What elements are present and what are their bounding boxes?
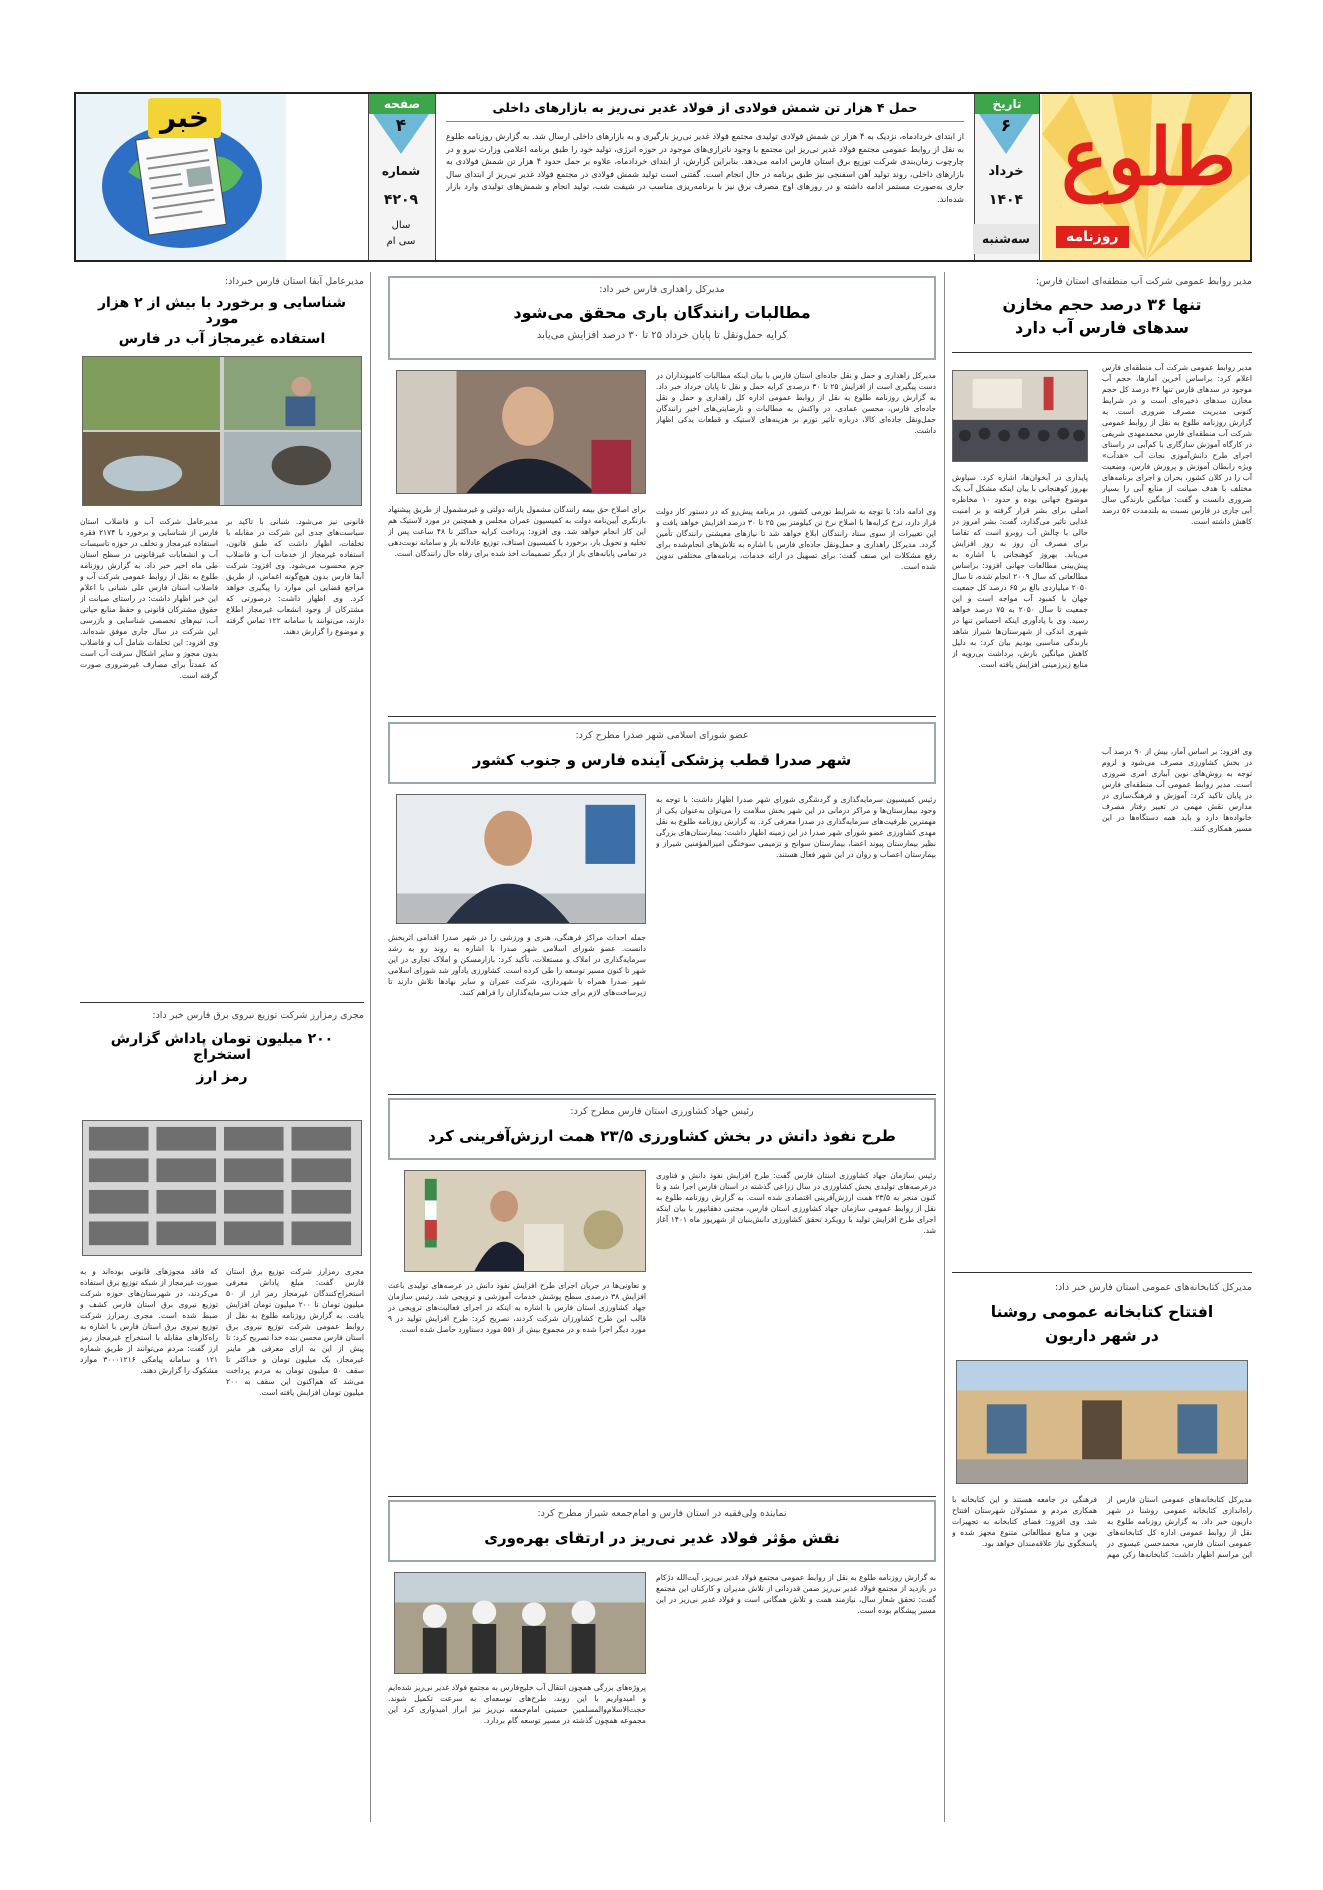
water-pipe-photos [82, 356, 362, 506]
article-title: تنها ۳۶ درصد حجم مخازن [1002, 295, 1202, 314]
article-body: مدیر روابط عمومی شرکت آب منطقه‌ای فارس اعلام کرد: براساس آخرین آمارها، حجم آب موجود در سدهای فارس تنها ۳۶ درصد کل حجم مخازن سدهای ذخیره‌ای است و در شرایط کنونی مدیریت مصرف ضروری است. به گزارش روزنامه طلوع به نقل از روابط عمومی شرکت آب منطقه‌ای فارس محمدمهدی شریفی در کارگاه آموزش سازگاری با کم‌آبی در راستای اجرای طرح دانش‌آموزی نجات آب «هدآب» ویژه رابطان آموزش و پرورش فارس، وضعیت آب را در کلان کشور، بحران و اجرای برنامه‌های مختلف با هدف صیانت از منابع آبی را بسیار ضروری دانست و گفت: میانگین بارندگی سال آبی جاری در فارس نسبت به بلندمدت ۵۶ درصد کاهش داشته است. [1102, 363, 1252, 526]
article-body: جمله احداث مراکز فرهنگی، هنری و ورزشی را در شهر صدرا اقدامی اثربخش دانست. عضو شورای اسلامی شهر صدرا با اشاره به روند رو به رشد سرمایه‌گذاری در املاک و مستغلات، تأکید کرد: بازارمسکن و املاک تجاری در این شهر تا کنون مسیر توسعه را طی کرده است. کشاورزی یادآور شد شورای اسلامی شهر صدرا همراه با شهرداری، شرکت عمران و سایر نهادها تلاش دارند تا زیرساخت‌های لازم برای جذب سرمایه‌گذاران را فراهم کنند. [388, 933, 646, 997]
headline-box [388, 276, 936, 360]
right-column [952, 276, 1252, 1816]
article-body: مدیرکل راهداری و حمل و نقل جاده‌ای استان فارس با بیان اینکه مطالبات کامیونداران در دست پیگیری است از افزایش ۲۵ تا ۳۰ درصدی کرایه حمل و نقل تا پایان خرداد خبر داد. به گزارش روزنامه طلوع به نقل از روابط عمومی اداره کل راهداری و حمل و نقل جاده‌ای فارس، محسن عمادی، در واکنش به مطالبات و نارضایتی‌های اخیر رانندگان حمل‌ونقل جاده‌ای کالا، درباره تأثیر تورم بر هزینه‌های لاستیک و قطعات یدکی اظهار داشت. [656, 371, 936, 435]
divider [388, 1496, 936, 1497]
section-badge [76, 94, 286, 260]
volume-number: سی ام [386, 236, 416, 247]
crypto-article [80, 1010, 364, 1085]
issue-number: ۴۲۰۹ [383, 192, 419, 208]
article-body: رئیس سازمان جهاد کشاورزی استان فارس گفت: طرح افزایش نفوذ دانش و فناوری درعرصه‌های تولیدی بخش کشاورزی در سال زراعی گذشته در استان فارس اجرا شد و تا کنون منجر به ۲۳/۵ همت ارزش‌آفرینی اقتصادی شده است. به گزارش روزنامه طلوع به نقل از روابط عمومی سازمان جهاد کشاورزی استان فارس، مجتبی دهقانپور با بیان اینکه اجرای طرح افزایش تولید با رویکرد تحقق کشاورزی دانش‌بنیان از شهریور ماه ۱۴۰۱ آغاز شد. [656, 1171, 936, 1235]
logo-subtitle: روزنامه [1056, 226, 1129, 248]
article-body: برای اصلاح حق بیمه رانندگان مشمول یارانه دولتی و غیرمشمول از طریق پیشنهاد بازنگری آیین‌نامه دولت به کمیسیون عمران مجلس و همچنین در مورد لاستیک هم این کار انجام خواهد شد. وی افزود: پرداخت کرایه حداکثر تا ۴۸ ساعت پس از تخلیه و تحویل بار، برخورد با کمیسیون اصناف، توزیع عادلانه بار و سامانه نوبت‌دهی در تمامی پایانه‌های بار از دیگر تصمیمات اخذ شده برای رفاه حال رانندگان است. [388, 505, 646, 558]
section-title: خبر [148, 98, 221, 138]
page-number: ۴ [395, 116, 407, 136]
article-kicker: مدیر روابط عمومی شرکت آب منطقه‌ای استان فارس: [1035, 276, 1252, 287]
mining-rigs-photo [82, 1120, 362, 1256]
article-body: و تعاونی‌ها در جریان اجرای طرح افزایش نفوذ دانش در عرصه‌های تولیدی باعث افزایش ۳۸ درصدی سطح پوشش خدمات آموزشی و ترویجی شد. رئیس سازمان جهاد کشاورزی استان فارس با اشاره به اینکه در اجرای فعالیت‌های ترویجی در قالب این طرح کشاورزان شرکت کردند، تصریح کرد: طرح افزایش تولید در ۹ مورد دیگر اجرا شده و در مجموع بیش از ۵۵۱ مورد دستاورد حاصل شده است. [388, 1281, 646, 1334]
article-kicker: نماینده ولی‌فقیه در استان فارس و امام‌جمعه شیراز مطرح کرد: [537, 1508, 787, 1519]
divider [952, 1272, 1252, 1273]
article-title: سدهای فارس آب دارد [1015, 318, 1189, 337]
article-kicker: عضو شورای اسلامی شهر صدرا مطرح کرد: [575, 730, 749, 741]
article-title: مطالبات رانندگان باری محقق می‌شود [513, 303, 811, 322]
article-kicker: مدیرکل راهداری فارس خبر داد: [599, 284, 725, 295]
volume-label: سال [391, 220, 411, 231]
article-title: طرح نفوذ دانش در بخش کشاورزی ۲۳/۵ همت ارزش‌آفرینی کرد [428, 1127, 896, 1145]
article-title: در شهر داریون [1045, 1327, 1159, 1345]
library-photo [956, 1360, 1248, 1484]
date-label: تاریخ [975, 94, 1039, 114]
date-month: خرداد [988, 164, 1024, 179]
lead-story [438, 94, 972, 260]
article-kicker: مدیرکل کتابخانه‌های عمومی استان فارس خبر داد: [1054, 1282, 1252, 1293]
article-kicker: مجری رمزارز شرکت توزیع نیروی برق فارس خبر داد: [152, 1010, 364, 1021]
article-body: پایداری در آبخوان‌ها، اشاره کرد. سیاوش بهروز کوهنجانی با بیان اینکه مشکل آب یک موضوع جهانی بوده و حدود ۱۰ مخاطره اصلی برای بشر قرار گرفته و بر امنیت غذایی تاثیر می‌گذارد، گفت: بشر امروز در حالی با چالش آب روبرو است که تقاضا برای مصرف آن روز به روز افزایش می‌یابد. بهروز کوهنجانی با اشاره به پیش‌بینی مطالعات جهانی افزود: براساس مطالعاتی که سال ۲۰۰۹ انجام شده، تا سال ۲۰۵۰ میلیاردی بالغ بر ۶۵ درصد کل جمعیت جهان با کمبود آب مواجه است و این جمعیت تا سال ۲۰۵۰ به ۷۵ درصد خواهد رسید. وی با یادآوری اینکه احساس تنها در شهری اندکی از شهرستان‌ها شیراز شاهد بارندگی مناسبی بودیم بیان کرد: به دلیل کاهش میانگین بارش، برداشت بی‌رویه از منابع زیرزمینی افزایش یافته است. [952, 473, 1088, 669]
column-divider [944, 272, 945, 1822]
masthead [74, 92, 1252, 262]
article-title: رمز ارز [196, 1069, 248, 1085]
left-column [80, 276, 364, 1816]
article-title: افتتاح کتابخانه عمومی روشنا [990, 1303, 1214, 1321]
article-body: پروژه‌های بزرگی همچون انتقال آب خلیج‌فارس به مجتمع فولاد غدیر نی‌ریز شده‌ایم و امیدواریم با این روند، طرح‌های توسعه‌ای به سرعت تکمیل شوند. حجت‌الاسلام‌والمسلمین حسینی امام‌جمعه نی‌ریز نیز ابراز امیدواری کرد این مجموعه همچون گذشته در مسیر توسعه گام بردارد. [388, 1683, 646, 1725]
logo-title: طلوع [1061, 112, 1236, 203]
divider [80, 1002, 364, 1003]
article-body: مدیرکل کتابخانه‌های عمومی استان فارس از راه‌اندازی کتابخانه عمومی روشنا در شهر داریون خبر داد. به گزارش روزنامه طلوع به نقل از روابط عمومی اداره کل کتابخانه‌های عمومی استان فارس، محمدحسن عیسوی در این مراسم اظهار داشت: کتابخانه‌ها رکن مهم فرهنگی در جامعه هستند و این کتابخانه با همکاری مردم و مسئولان شهرستان افتتاح شد. وی افزود: فضای کتابخانه به تجهیزات نوین و منابع مطالعاتی متنوع مجهز شده و پاسخگوی نیاز علاقه‌مندان خواهد بود. [952, 1495, 1252, 1559]
headline-box [388, 1098, 936, 1160]
date-year: ۱۴۰۴ [988, 192, 1024, 208]
divider [388, 716, 936, 717]
headline-box [388, 722, 936, 784]
date-weekday: سه‌شنبه [973, 224, 1039, 254]
article-subtitle: کرایه حمل‌ونقل تا پایان خرداد ۲۵ تا ۳۰ درصد افزایش می‌یابد [536, 330, 788, 341]
date-day: ۶ [1000, 116, 1012, 136]
headline-box [388, 1500, 936, 1562]
article-title: ۲۰۰ میلیون تومان پاداش گزارش استخراج [110, 1031, 334, 1063]
lead-title: حمل ۴ هزار تن شمش فولادی از فولاد غدیر نی‌ریز به بازارهای داخلی [446, 100, 964, 122]
site-visit-photo [394, 1572, 646, 1674]
article-title: شهر صدرا قطب پزشکی آینده فارس و جنوب کشور [472, 751, 852, 769]
article-body: به گزارش روزنامه طلوع به نقل از روابط عمومی مجتمع فولاد غدیر نی‌ریز، آیت‌الله دژکام در بازدید از مجتمع فولاد غدیر نی‌ریز ضمن قدردانی از تلاش مدیران و کارکنان این مجتمع گفت: تحقق شعار سال، نیازمند همت و تلاش همگانی است و فولاد غدیر نی‌ریز در این مسیر پیشگام بوده است. [656, 1573, 936, 1615]
speaker-podium-photo [404, 1170, 646, 1272]
page-label: صفحه [369, 94, 435, 114]
article-body: وی افزود: بر اساس آمار، بیش از ۹۰ درصد آب در بخش کشاورزی مصرف می‌شود و لزوم توجه به روش‌های نوین آبیاری امری ضروری است. مدیر روابط عمومی آب منطقه‌ای فارس در پایان تاکید کرد: آموزش و فرهنگ‌سازی در مدارس نقش مهمی در تغییر رفتار مصرف خانواده‌ها دارد و باید همه دستگاه‌ها در این مسیر همکاری کنند. [1102, 747, 1252, 833]
issue-label: شماره [381, 164, 421, 178]
divider [952, 352, 1252, 353]
article-title: شناسایی و برخورد با بیش از ۲ هزار مورد [97, 295, 347, 327]
library-article [952, 1282, 1252, 1345]
logo-block [1042, 94, 1250, 260]
conference-photo [952, 370, 1088, 462]
article-body: وی ادامه داد: با توجه به شرایط تورمی کشور، در برنامه پیش‌رو که در دستور کار دولت قرار دارد، نرخ کرایه‌ها با اصلاح نرخ تن کیلومتر بین ۲۵ تا ۳۰ درصد افزایش خواهد یافت و این تغییرات از سوی ستاد رانندگان ابلاغ خواهد شد تا نیازهای معیشتی رانندگان تأمین گردد. مدیرکل راهداری و حمل‌ونقل جاده‌ای فارس با اشاره به تلاش‌های انجام‌شده برای رفع مشکلات این صنف گفت: برای تسهیل در ارائه خدمات، برنامه‌های مختلفی تدوین شده است. [656, 507, 936, 571]
council-member-photo [396, 794, 646, 924]
column-divider [370, 272, 371, 1822]
page-box [368, 94, 436, 260]
article-body: قانونی نیز می‌شود. شبانی با تاکید بر سیاست‌های جدی این شرکت در مقابله با تخلفات، اظهار داشت که طبق قانون، استفاده غیرمجاز از خدمات آب و فاضلاب جرم محسوب می‌شود. وی افزود: شرکت آبفا فارس بدون هیچ‌گونه اغماض، از طریق مراجع قضایی این موارد را پیگیری خواهد کرد. وی اظهار داشت: درصورتی که مشترکان از وجود انشعاب غیرمجاز اطلاع دارند، می‌توانند با سامانه ۱۲۲ تماس گرفته و موضوع را گزارش دهند. [226, 517, 364, 636]
article-body: مدیرعامل شرکت آب و فاضلاب استان فارس از شناسایی و برخورد با ۲۱۷۴ فقره استفاده غیرمجاز و تخلف در حوزه تاسیسات آب و انشعابات غیرقانونی در سطح استان طی ماه اخیر خبر داد. به گزارش روزنامه طلوع به نقل از روابط عمومی شرکت آب و فاضلاب استان فارس علی شبانی با اعلام این خبر اظهار داشت: در راستای صیانت از حقوق مشترکان قانونی و حفظ منابع حیاتی آب، تیم‌های تخصصی شناسایی و بازرسی این شرکت در سال جاری موفق شده‌اند. وی افزود: این تخلفات شامل آب و فاضلاب بدون مجوز و سایر اشکال سرقت آب است که عمدتاً برای مصارف غیرضروری صورت گرفته است. [80, 517, 218, 680]
divider [388, 1094, 936, 1095]
official-portrait-photo [396, 370, 646, 494]
article-body: مجری رمزارز شرکت توزیع برق استان فارس گفت: مبلغ پاداش معرفی استخراج‌کنندگان غیرمجاز رمز ارز از ۵۰ میلیون تومان تا ۲۰۰ میلیون تومان افزایش یافت. به گزارش روزنامه طلوع به نقل از روابط عمومی شرکت توزیع نیروی برق استان فارس محسن بنده خدا تصریح کرد: تا پیش از این به ازای معرفی هر ماینر غیرمجاز، یک میلیون تومان و حداکثر تا سقف ۵۰ میلیون تومان به مردم پرداخت می‌شد که هم‌اکنون این سقف به ۲۰۰ میلیون تومان افزایش یافته است. [226, 1267, 364, 1397]
article-title: نقش مؤثر فولاد غدیر نی‌ریز در ارتقای بهره‌وری [484, 1529, 840, 1547]
lead-body: از ابتدای خردادماه، نزدیک به ۴ هزار تن شمش فولادی تولیدی مجتمع فولاد غدیر نی‌ریز بارگیری و به بازارهای داخلی ارسال شد. به گزارش روزنامه طلوع به نقل از روابط عمومی مجتمع فولاد غدیر نی‌ریز این مجتمع با وجود ناترازی‌های موجود در حوزه انرژی، تولید خود را طبق برنامه اعلامی وزارت نیرو و در چارچوب زمان‌بندی شرکت توزیع برق استان فارس ادامه می‌دهد. بنابراین گزارش، از ابتدای خردادماه، علاوه بر حمل حدود ۴ هزار تن شمش فولادی به بازارهای داخلی، روند تولید آهن اسفنجی نیز طبق برنامه در حال انجام است. گفتنی است تولید شمش فولادی در مجتمع فولاد غدیر نی‌ریز از ابتدای سال جاری به‌صورت مستمر ادامه داشته و در روزهای اوج مصرف برق نیز با برنامه‌ریزی مناسب در شیفت شب، تولید انجام و شمش‌های تولیدی وارد بازار شده‌اند. [446, 131, 964, 204]
article-body: که فاقد مجوزهای قانونی بوده‌اند و به صورت غیرمجاز از شبکه توزیع برق استفاده می‌کردند، در شهرستان‌های حوزه شرکت توزیع نیروی برق استان فارس کشف و ضبط شده است. مجری رمزارز شرکت توزیع نیروی برق استان فارس با اشاره به راه‌کارهای مقابله با استخراج غیرمجاز رمز ارز گفت: مردم می‌توانند از طریق شماره ۱۲۱ و سامانه پیامکی ۳۰۰۰۱۲۱۶ موارد مشکوک را گزارش دهند. [80, 1267, 218, 1375]
article-kicker: رئیس جهاد کشاورزی استان فارس مطرح کرد: [570, 1106, 754, 1117]
article-body: رئیس کمیسیون سرمایه‌گذاری و گردشگری شورای شهر صدرا اظهار داشت: با توجه به وجود بیمارستان‌ها و مراکز درمانی در این شهر بخش سلامت را می‌توان به‌عنوان یکی از مهمترین ظرفیت‌های سرمایه‌گذاری در صدرا معرفی کرد. به گزارش روزنامه طلوع به نقل مهدی کشاورزی عضو شورای شهر صدرا در این زمینه اظهار داشت: بیمارستان‌های بزرگی نظیر بیمارستان پیوند اعضا، بیمارستان سوانح و ترمیمی سوختگی امیرالمؤمنین شیراز و بیمارستان اعصاب و روان در این شهر فعال هستند. [656, 795, 936, 859]
article-kicker: مدیرعامل آبفا استان فارس خبرداد: [224, 276, 364, 287]
date-box [974, 94, 1040, 260]
article-title: استفاده غیرمجاز آب در فارس [118, 331, 326, 347]
